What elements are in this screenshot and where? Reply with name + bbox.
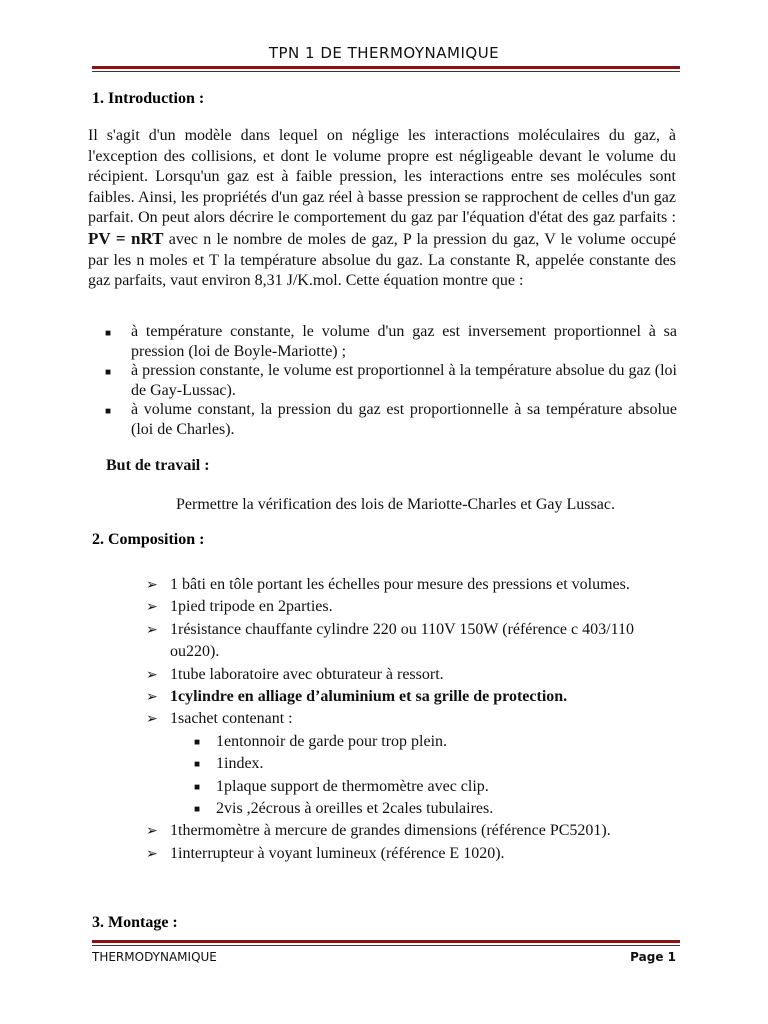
footer-title: THERMODYNAMIQUE [92,950,217,964]
intro-paragraph [88,126,676,292]
item-text: 1résistance chauffante cylindre 220 ou 110V 150W (référence c 403/110 ou220). [170,620,634,661]
item-text: 1index. [216,755,264,773]
list-item [170,776,686,798]
law-charles: à volume constant, la pression du gaz est proportionnelle à sa température absolue (loi de Charles). [131,401,677,438]
list-item [146,820,686,842]
gas-laws-list [105,322,677,439]
item-text: 1pied tripode en 2parties. [170,598,333,616]
header-rule-thin [92,71,680,72]
arrow-bullet-icon: ➢ [146,577,158,593]
ideal-gas-equation: PV = nRT [88,228,164,248]
sachet-list [170,731,686,821]
list-item [146,708,686,820]
law-gay-lussac: à pression constante, le volume est proportionnel à la température absolue du gaz (loi de Gay-Lussac). [131,362,677,399]
item-text: 1tube laboratoire avec obturateur à ressort. [170,665,444,683]
square-bullet-icon: ■ [105,406,112,417]
composition-list [146,574,686,865]
page-number: Page 1 [630,950,676,964]
arrow-bullet-icon: ➢ [146,845,158,862]
item-text: 1interrupteur à voyant lumineux (référence E 1020). [170,844,505,862]
list-item [146,619,686,664]
square-bullet-icon: ■ [105,367,112,378]
item-text: 2vis ,2écrous à oreilles et 2cales tubulaires. [216,800,494,818]
list-item [146,843,686,865]
intro-text-before: Il s'agit d'un modèle dans lequel on néglige les interactions moléculaires du gaz, à l'exception des collisions, et dont le volume propre est négligeable devant le volume du récipient. Lorsqu'un gaz est à faible pression, les interactions entre ses molécules sont faibles. Ainsi, les propriétés d'un gaz réel à basse pression se rapprochent de celles d'un gaz parfait. On peut alors décrire le comportement du gaz par l'équation d'état des gaz parfaits : [88,127,676,227]
item-text: 1plaque support de thermomètre avec clip. [216,777,489,795]
square-bullet-icon: ■ [105,328,112,339]
item-text: 1cylindre en alliage d’aluminium et sa grille de protection. [170,688,568,706]
list-item [105,361,677,400]
montage-heading: 3. Montage : [92,914,178,931]
arrow-bullet-icon: ➢ [146,666,158,683]
list-item [170,753,686,775]
item-text: 1thermomètre à mercure de grandes dimensions (référence PC5201). [170,822,611,840]
goal-heading: But de travail : [106,457,210,474]
law-boyle-mariotte: à température constante, le volume d'un gaz est inversement proportionnel à sa pression (loi de Boyle-Mariotte) ; [131,323,677,360]
list-item [105,400,677,439]
square-bullet-icon: ■ [194,736,201,748]
intro-text-after: avec n le nombre de moles de gaz, P la pression du gaz, V le volume occupé par les n moles et T la température absolue du gaz. La constante R, appelée constante des gaz parfaits, vaut environ 8,31 J/K.mol. Cette équation montre que : [88,230,676,290]
arrow-bullet-icon: ➢ [146,599,158,616]
arrow-bullet-icon: ➢ [146,621,158,638]
item-text: 1 bâti en tôle portant les échelles pour mesure des pressions et volumes. [170,576,630,593]
header-rule [92,66,680,69]
page-header-title: TPN 1 DE THERMOYNAMIQUE [268,44,500,62]
footer-rule-thin [92,945,680,946]
intro-heading: 1. Introduction : [92,90,205,107]
arrow-bullet-icon: ➢ [146,689,158,706]
square-bullet-icon: ■ [194,759,201,771]
composition-heading: 2. Composition : [92,531,205,548]
arrow-bullet-icon: ➢ [146,823,158,840]
list-item [146,596,686,618]
arrow-bullet-icon: ➢ [146,711,158,728]
square-bullet-icon: ■ [194,804,201,816]
list-item [105,322,677,361]
list-item [146,574,686,596]
item-text: 1entonnoir de garde pour trop plein. [216,732,448,750]
item-text: 1sachet contenant : [170,710,293,728]
list-item [146,686,686,708]
list-item [170,798,686,820]
list-item [146,664,686,686]
list-item [170,731,686,753]
goal-text: Permettre la vérification des lois de Mariotte-Charles et Gay Lussac. [176,496,615,513]
footer-rule [92,940,680,943]
square-bullet-icon: ■ [194,781,201,793]
